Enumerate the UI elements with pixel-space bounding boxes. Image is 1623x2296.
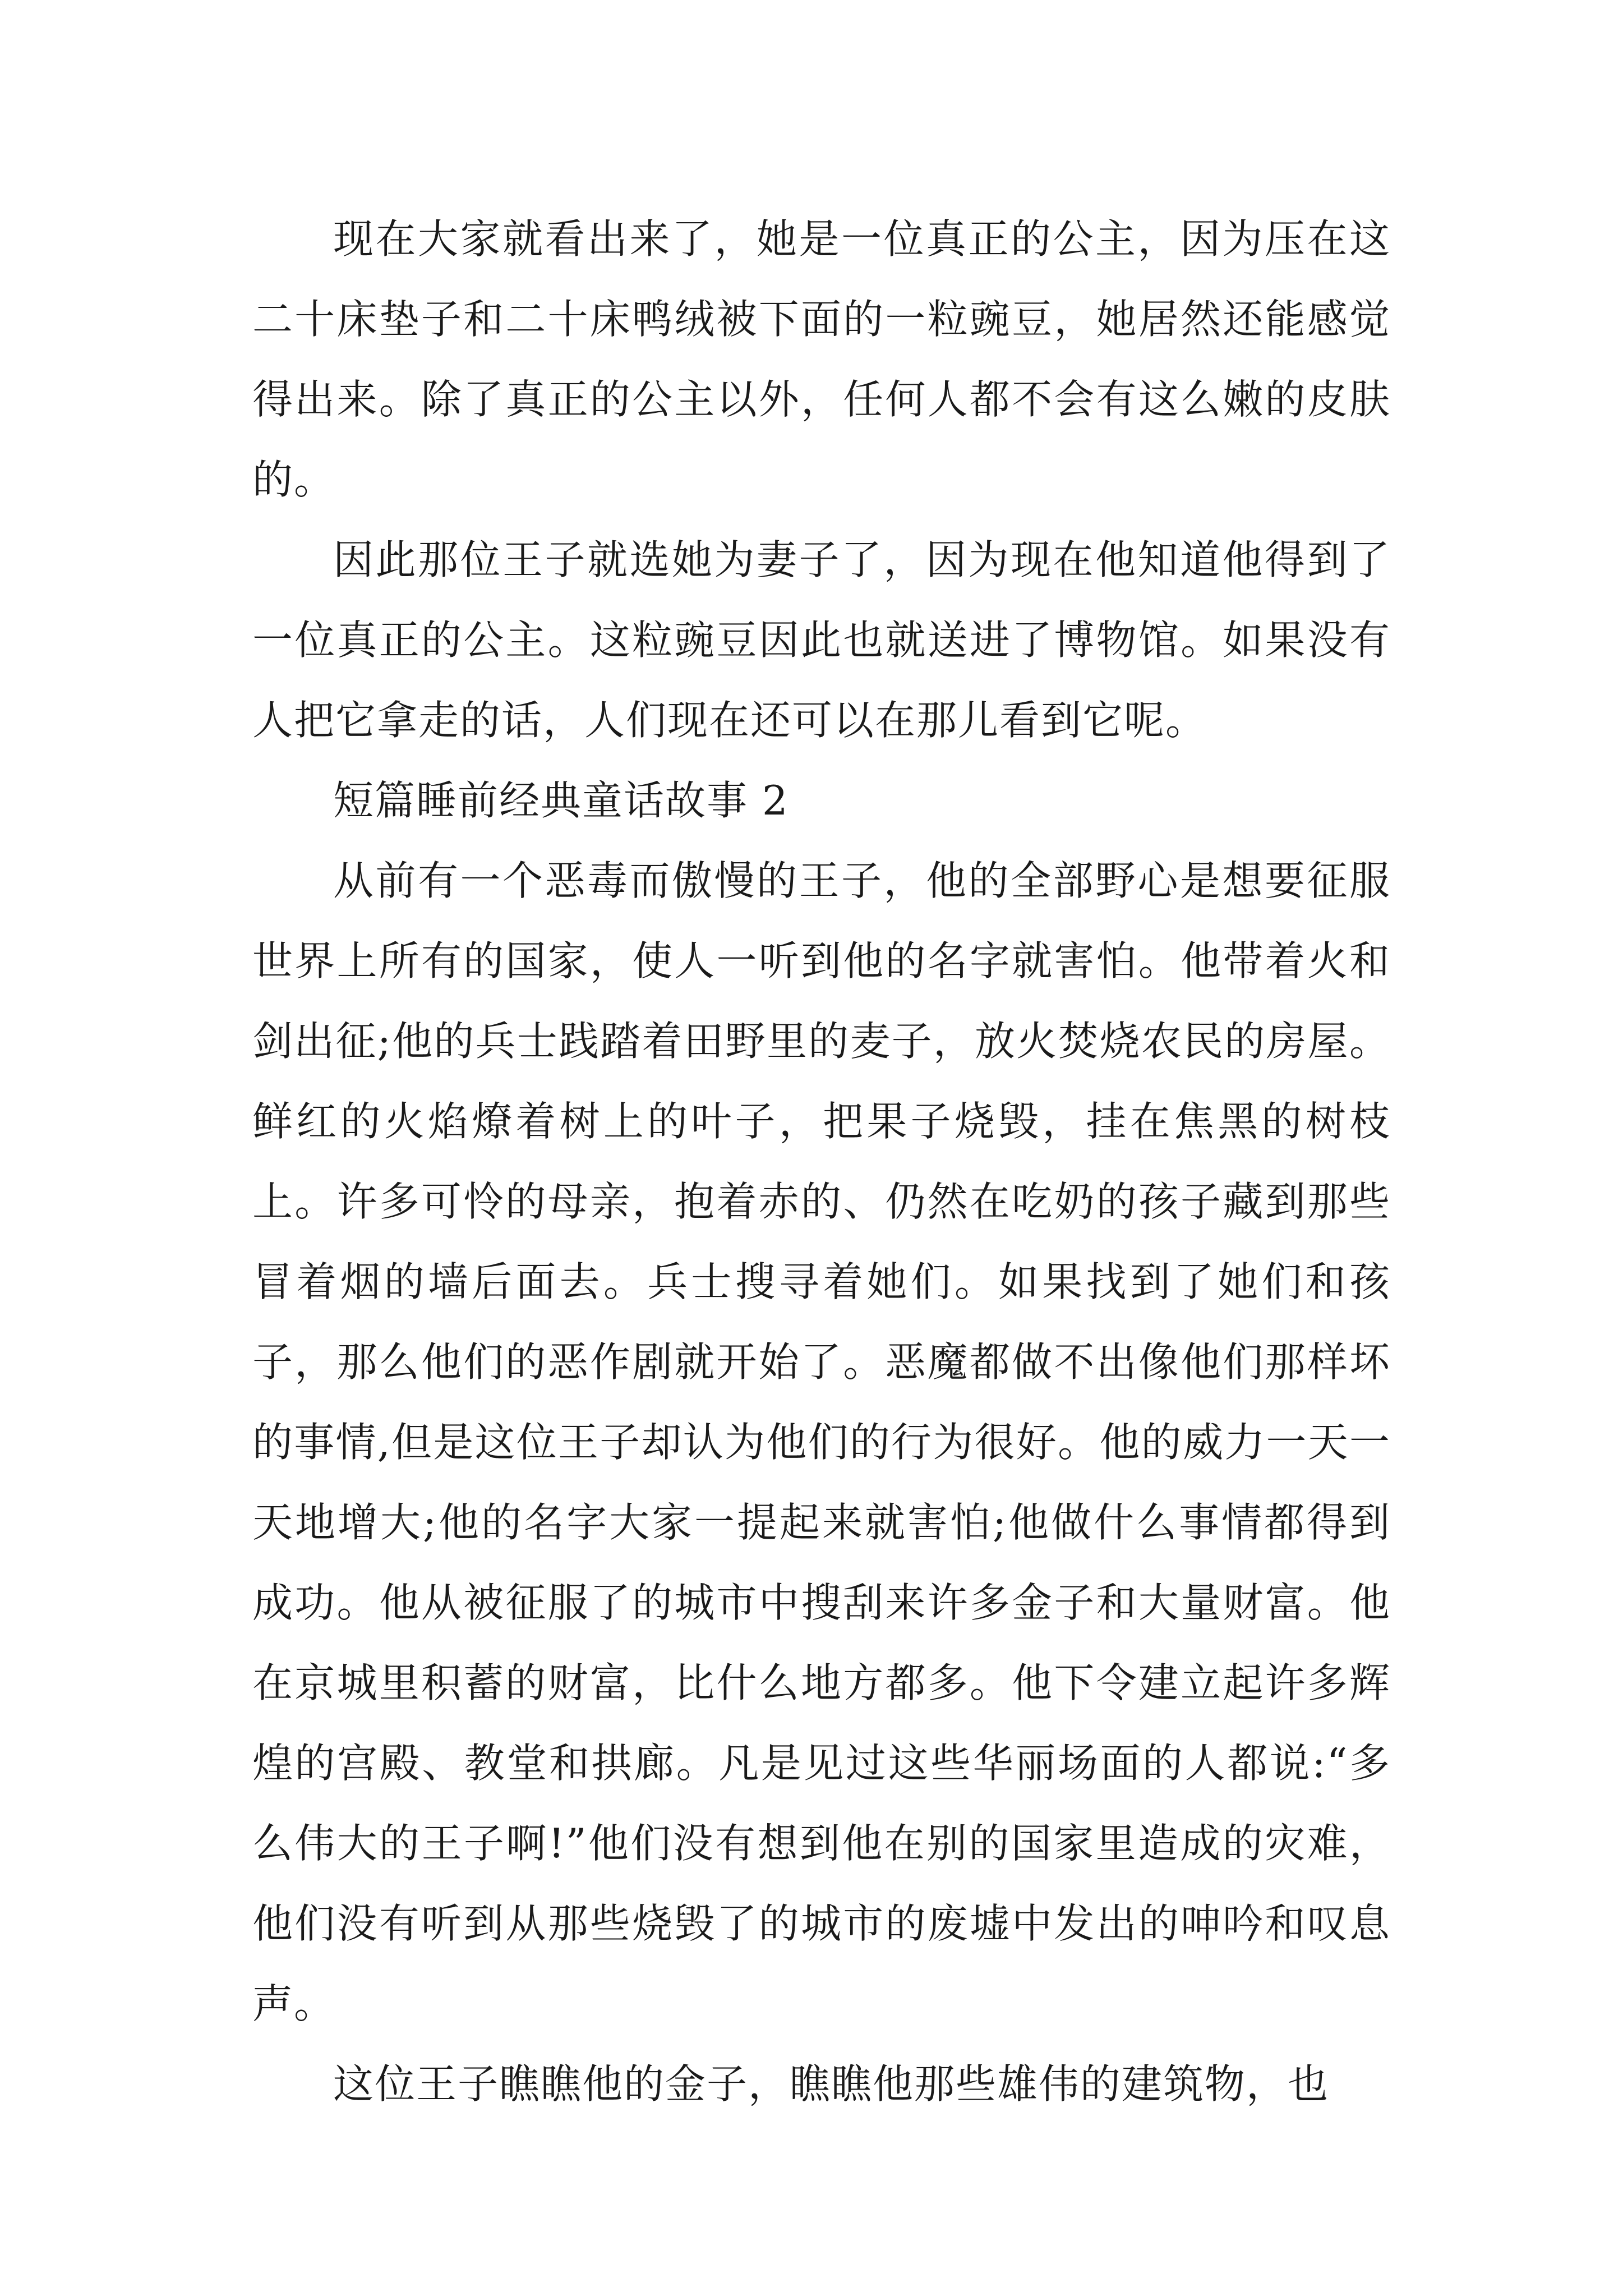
paragraph-prince-marries: 因此那位王子就选她为妻子了，因为现在他知道他得到了一位真正的公主。这粒豌豆因此也就送进了博物馆。如果没有人把它拿走的话，人们现在还可以在那儿看到它呢。 [252, 536, 1391, 744]
paragraph-princess-recognized: 现在大家就看出来了，她是一位真正的公主，因为压在这二十床垫子和二十床鸭绒被下面的一粒豌豆，她居然还能感觉得出来。除了真正的公主以外，任何人都不会有这么嫩的皮肤的。 [252, 215, 1391, 503]
story-heading: 短篇睡前经典童话故事 2 [333, 777, 789, 824]
paragraph-prince-looks: 这位王子瞧瞧他的金子，瞧瞧他那些雄伟的建筑物，也 [333, 2060, 1330, 2108]
document-body [252, 199, 1391, 2124]
paragraph-evil-prince: 从前有一个恶毒而傲慢的王子，他的全部野心是想要征服世界上所有的国家，使人一听到他的名字就害怕。他带着火和剑出征;他的兵士践踏着田野里的麦子，放火焚烧农民的房屋。鲜红的火焰燎着树上的叶子，把果子烧毁，挂在焦黑的树枝上。许多可怜的母亲，抱着赤的、仍然在吃奶的孩子藏到那些冒着烟的墙后面去。兵士搜寻着她们。如果找到了她们和孩子，那么他们的恶作剧就开始了。恶魔都做不出像他们那样坏的事情,但是这位王子却认为他们的行为很好。他的威力一天一天地增大;他的名字大家一提起来就害怕;他做什么事情都得到成功。他从被征服了的城市中搜刮来许多金子和大量财富。他在京城里积蓄的财富，比什么地方都多。他下令建立起许多辉煌的宫殿、教堂和拱廊。凡是见过这些华丽场面的人都说:“多么伟大的王子啊!”他们没有想到他在别的国家里造成的灾难，他们没有听到从那些烧毁了的城市的废墟中发出的呻吟和叹息声。 [252, 857, 1391, 2027]
